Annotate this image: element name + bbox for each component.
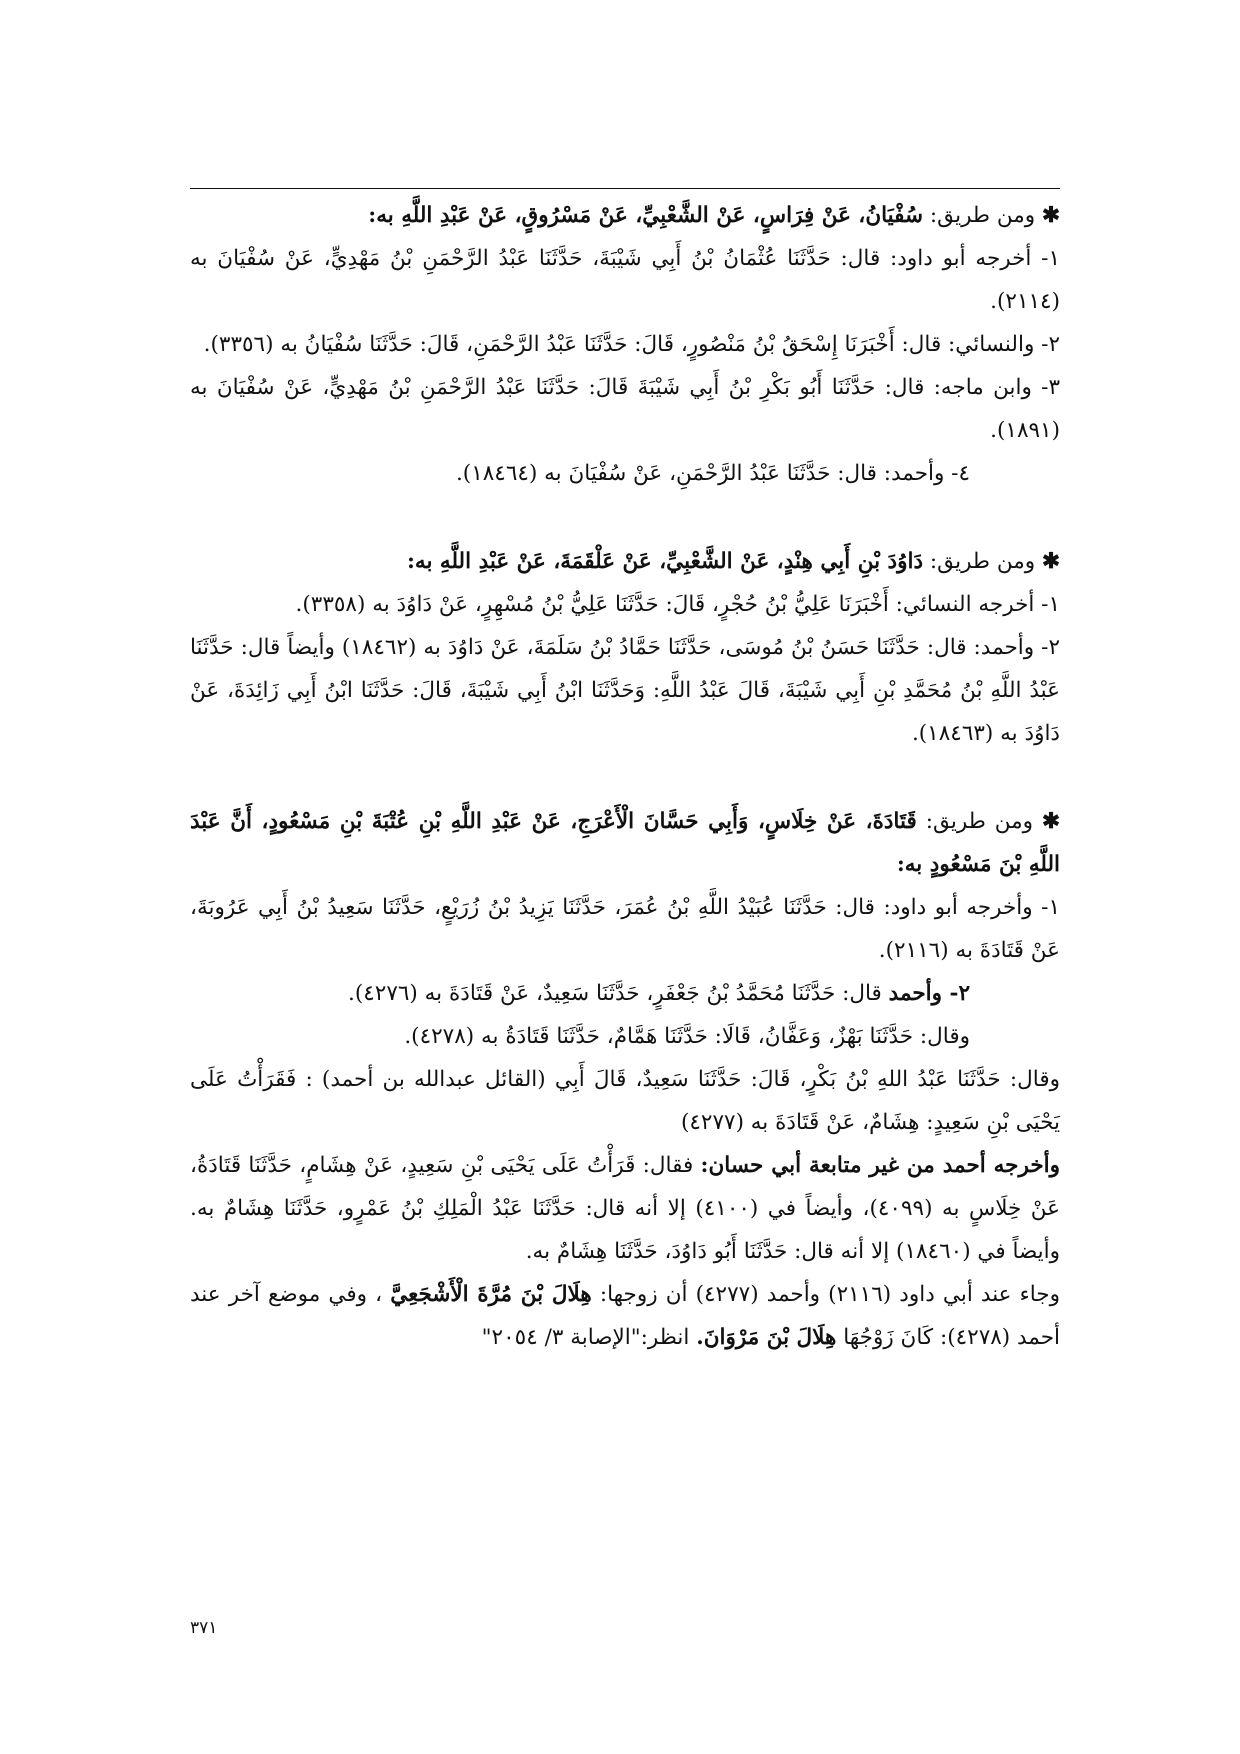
section1-heading: ✱ ومن طريق: سُفْيَانُ، عَنْ فِرَاسٍ، عَنْ الشَّعْبِيِّ، عَنْ مَسْرُوقٍ، عَنْ عَبْدِ اللَّهِ به:: [368, 203, 1060, 228]
list-item: ١- أخرجه أبو داود: قال: حَدَّثَنَا عُثْمَانُ بْنُ أَبِي شَيْبَةَ، حَدَّثَنَا عَبْدُ الرَّحْمَنِ بْنُ مَهْدِيٍّ، عَنْ سُفْيَانَ به (٢١١٤).: [190, 246, 1060, 314]
isnad-chain: دَاوُدَ بْنِ أَبِي هِنْدٍ، عَنْ الشَّعْبِيِّ، عَنْ عَلْقَمَةَ، عَنْ عَبْدِ اللَّهِ به:: [406, 549, 924, 574]
list-item: ٢- وأحمد قال: حَدَّثَنَا مُحَمَّدُ بْنُ جَعْفَرٍ، حَدَّثَنَا سَعِيدٌ، عَنْ قَتَادَةَ به (٤٢٧٦).: [347, 981, 970, 1006]
asterisk-icon: ✱: [1042, 809, 1061, 834]
narrator-name: هِلَالَ بْنَ مُرَّةَ الْأَشْجَعِيَّ: [390, 1282, 592, 1307]
list-item: ٣- وابن ماجه: قال: حَدَّثَنَا أَبُو بَكْرِ بْنُ أَبِي شَيْبَةَ قَالَ: حَدَّثَنَا عَبْدُ الرَّحْمَنِ بْنُ مَهْدِيٍّ، عَنْ سُفْيَانَ به (١٨٩١).: [190, 375, 1060, 443]
asterisk-icon: ✱: [1041, 203, 1060, 228]
section3-heading: ✱ ومن طريق: قَتَادَةَ، عَنْ خِلَاسٍ، وَأَبِي حَسَّانَ الْأَعْرَجِ، عَنْ عَبْدِ اللَّهِ بْنِ عُتْبَةَ بْنِ مَسْعُودٍ، أَنَّ عَبْدَ اللَّهِ بْنَ مَسْعُودٍ به:: [190, 809, 1061, 877]
asterisk-icon: ✱: [1041, 549, 1060, 574]
list-item: وأخرجه أحمد من غير متابعة أبي حسان: فقال: قَرَأْتُ عَلَى يَحْيَى بْنِ سَعِيدٍ، عَنْ هِشَامٍ، حَدَّثَنَا قَتَادَةُ، عَنْ خِلَاسٍ به (٤٠٩٩)، وأيضاً في (٤١٠٠) إلا أنه قال: حَدَّثَنَا عَبْدُ الْمَلِكِ بْنُ عَمْرٍو، حَدَّثَنَا هِشَامٌ به. وأيضاً في (١٨٤٦٠) إلا أنه قال: حَدَّثَنَا أَبُو دَاوُدَ، حَدَّثَنَا هِشَامٌ به.: [190, 1153, 1060, 1264]
isnad-chain: قَتَادَةَ، عَنْ خِلَاسٍ، وَأَبِي حَسَّانَ الْأَعْرَجِ، عَنْ عَبْدِ اللَّهِ بْنِ عُتْبَةَ بْنِ مَسْعُودٍ، أَنَّ عَبْدَ اللَّهِ بْنَ مَسْعُودٍ به:: [190, 809, 1060, 877]
list-item: ١- وأخرجه أبو داود: قال: حَدَّثَنَا عُبَيْدُ اللَّهِ بْنُ عُمَرَ، حَدَّثَنَا يَزِيدُ بْنُ زُرَيْعٍ، حَدَّثَنَا سَعِيدُ بْنُ أَبِي عَرُوبَةَ، عَنْ قَتَادَةَ به (٢١١٦).: [190, 895, 1060, 963]
document-body: [190, 188, 1060, 1359]
list-item: وقال: حَدَّثَنَا عَبْدُ اللهِ بْنُ بَكْرٍ، قَالَ: حَدَّثَنَا سَعِيدٌ، قَالَ أَبِي (القائل عبدالله بن أحمد) : فَقَرَأْتُ عَلَى يَحْيَى بْنِ سَعِيدٍ: هِشَامٌ، عَنْ قَتَادَةَ به (٤٢٧٧): [190, 1067, 1060, 1135]
page-number: ٣٧١: [190, 1618, 218, 1638]
section2-heading: ✱ ومن طريق: دَاوُدَ بْنِ أَبِي هِنْدٍ، عَنْ الشَّعْبِيِّ، عَنْ عَلْقَمَةَ، عَنْ عَبْدِ اللَّهِ به:: [406, 549, 1060, 574]
isnad-chain: سُفْيَانُ، عَنْ فِرَاسٍ، عَنْ الشَّعْبِيِّ، عَنْ مَسْرُوقٍ، عَنْ عَبْدِ اللَّهِ به:: [368, 203, 924, 228]
list-item: ٤- وأحمد: قال: حَدَّثَنَا عَبْدُ الرَّحْمَنِ، عَنْ سُفْيَانَ به (١٨٤٦٤).: [455, 461, 970, 486]
list-item: ٢- وأحمد: قال: حَدَّثَنَا حَسَنُ بْنُ مُوسَى، حَدَّثَنَا حَمَّادُ بْنُ سَلَمَةَ، عَنْ دَاوُدَ به (١٨٤٦٢) وأيضاً قال: حَدَّثَنَا عَبْدُ اللَّهِ بْنُ مُحَمَّدِ بْنِ أَبِي شَيْبَةَ، قَالَ عَبْدُ اللَّهِ: وَحَدَّثَنَا ابْنُ أَبِي شَيْبَةَ، قَالَ: حَدَّثَنَا ابْنُ أَبِي زَائِدَةَ، عَنْ دَاوُدَ به (١٨٤٦٣).: [190, 635, 1060, 746]
list-item: وجاء عند أبي داود (٢١١٦) وأحمد (٤٢٧٧) أن زوجها: هِلَالَ بْنَ مُرَّةَ الْأَشْجَعِيَّ ، وفي موضع آخر عند أحمد (٤٢٧٨): كَانَ زَوْجُهَا هِلَالَ بْنَ مَرْوَانَ. انظر:"الإصابة ٣/ ٢٠٥٤": [190, 1282, 1060, 1350]
list-item: ٢- والنسائي: قال: أَخْبَرَنَا إِسْحَقُ بْنُ مَنْصُورٍ، قَالَ: حَدَّثَنَا عَبْدُ الرَّحْمَنِ، قَالَ: حَدَّثَنَا سُفْيَانُ به (٣٣٥٦).: [203, 332, 1060, 357]
narrator-name: هِلَالَ بْنَ مَرْوَانَ.: [696, 1325, 837, 1350]
list-item: وقال: حَدَّثَنَا بَهْزٌ، وَعَفَّانُ، قَالَا: حَدَّثَنَا هَمَّامٌ، حَدَّثَنَا قَتَادَةُ به (٤٢٧٨).: [404, 1024, 970, 1049]
list-item: ١- أخرجه النسائي: أَخْبَرَنَا عَلِيُّ بْنُ حُجْرٍ، قَالَ: حَدَّثَنَا عَلِيُّ بْنُ مُسْهِرٍ، عَنْ دَاوُدَ به (٣٣٥٨).: [295, 592, 1060, 617]
section-gap: [190, 755, 1060, 800]
section-gap: [190, 495, 1060, 540]
